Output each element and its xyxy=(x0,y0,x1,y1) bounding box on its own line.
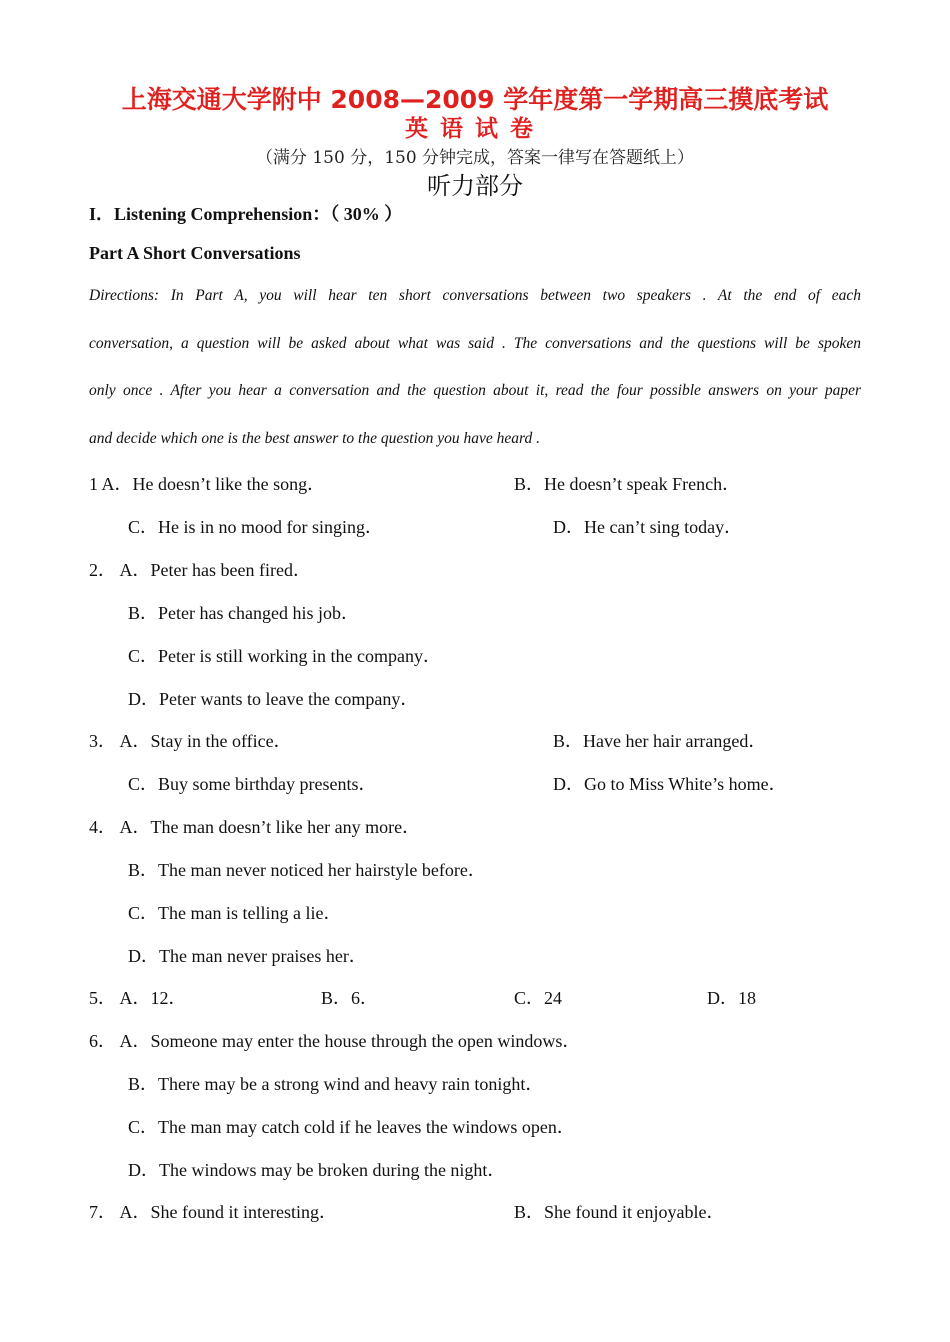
q3-option-c: C．Buy some birthday presents． xyxy=(128,774,377,794)
q1-option-b: B．He doesn’t speak French． xyxy=(514,474,741,494)
q5-option-c: C．24 xyxy=(514,988,563,1008)
exam-instructions-note: （满分 150 分，150 分钟完成，答案一律写在答题纸上） xyxy=(255,148,695,168)
q7-option-b: B．She found it enjoyable． xyxy=(514,1202,725,1222)
q4-option-d: D．The man never praises her． xyxy=(128,946,367,966)
q5-option-d: D．18 xyxy=(707,988,756,1008)
q2-option-d: D．Peter wants to leave the company． xyxy=(128,689,419,709)
directions-line: only once . After you hear a conversation and the question about it, read the four possible answers on your paper xyxy=(89,382,861,399)
q1-option-d: D．He can’t sing today． xyxy=(553,517,743,537)
q7-option-a: 7． A．She found it interesting． xyxy=(89,1202,337,1222)
q3-option-b: B．Have her hair arranged． xyxy=(553,731,767,751)
q2-option-c: C．Peter is still working in the company． xyxy=(128,646,441,666)
q6-option-c: C．The man may catch cold if he leaves the windows open． xyxy=(128,1117,575,1137)
q2-option-a: 2． A．Peter has been fired． xyxy=(89,560,311,580)
exam-subtitle: 英语试卷 xyxy=(405,116,545,142)
q3-option-d: D．Go to Miss White’s home． xyxy=(553,774,787,794)
q6-option-d: D．The windows may be broken during the night． xyxy=(128,1160,506,1180)
part-i-heading: I．Listening Comprehension：（ 30% ） xyxy=(89,204,403,224)
q2-option-b: B．Peter has changed his job． xyxy=(128,603,359,623)
q4-option-a: 4． A．The man doesn’t like her any more． xyxy=(89,817,421,837)
q1-option-a: 1 A．He doesn’t like the song． xyxy=(89,474,326,494)
directions-line: conversation, a question will be asked about what was said . The conversations and the questions will be spoken xyxy=(89,335,861,352)
exam-title: 上海交通大学附中 2008—2009 学年度第一学期高三摸底考试 xyxy=(121,85,829,114)
q4-option-b: B．The man never noticed her hairstyle before． xyxy=(128,860,486,880)
q6-option-b: B．There may be a strong wind and heavy rain tonight． xyxy=(128,1074,544,1094)
q5-option-a: 5． A．12． xyxy=(89,988,187,1008)
q3-option-a: 3． A．Stay in the office． xyxy=(89,731,292,751)
section-title: 听力部分 xyxy=(427,172,523,200)
q1-option-c: C．He is in no mood for singing． xyxy=(128,517,383,537)
q6-option-a: 6． A．Someone may enter the house through the open windows． xyxy=(89,1031,581,1051)
directions-line: Directions: In Part A, you will hear ten short conversations between two speakers . At the end of each xyxy=(89,287,861,304)
directions-line: and decide which one is the best answer to the question you have heard . xyxy=(89,430,540,447)
q5-option-b: B．6． xyxy=(321,988,379,1008)
part-a-heading: Part A Short Conversations xyxy=(89,243,301,263)
q4-option-c: C．The man is telling a lie． xyxy=(128,903,342,923)
